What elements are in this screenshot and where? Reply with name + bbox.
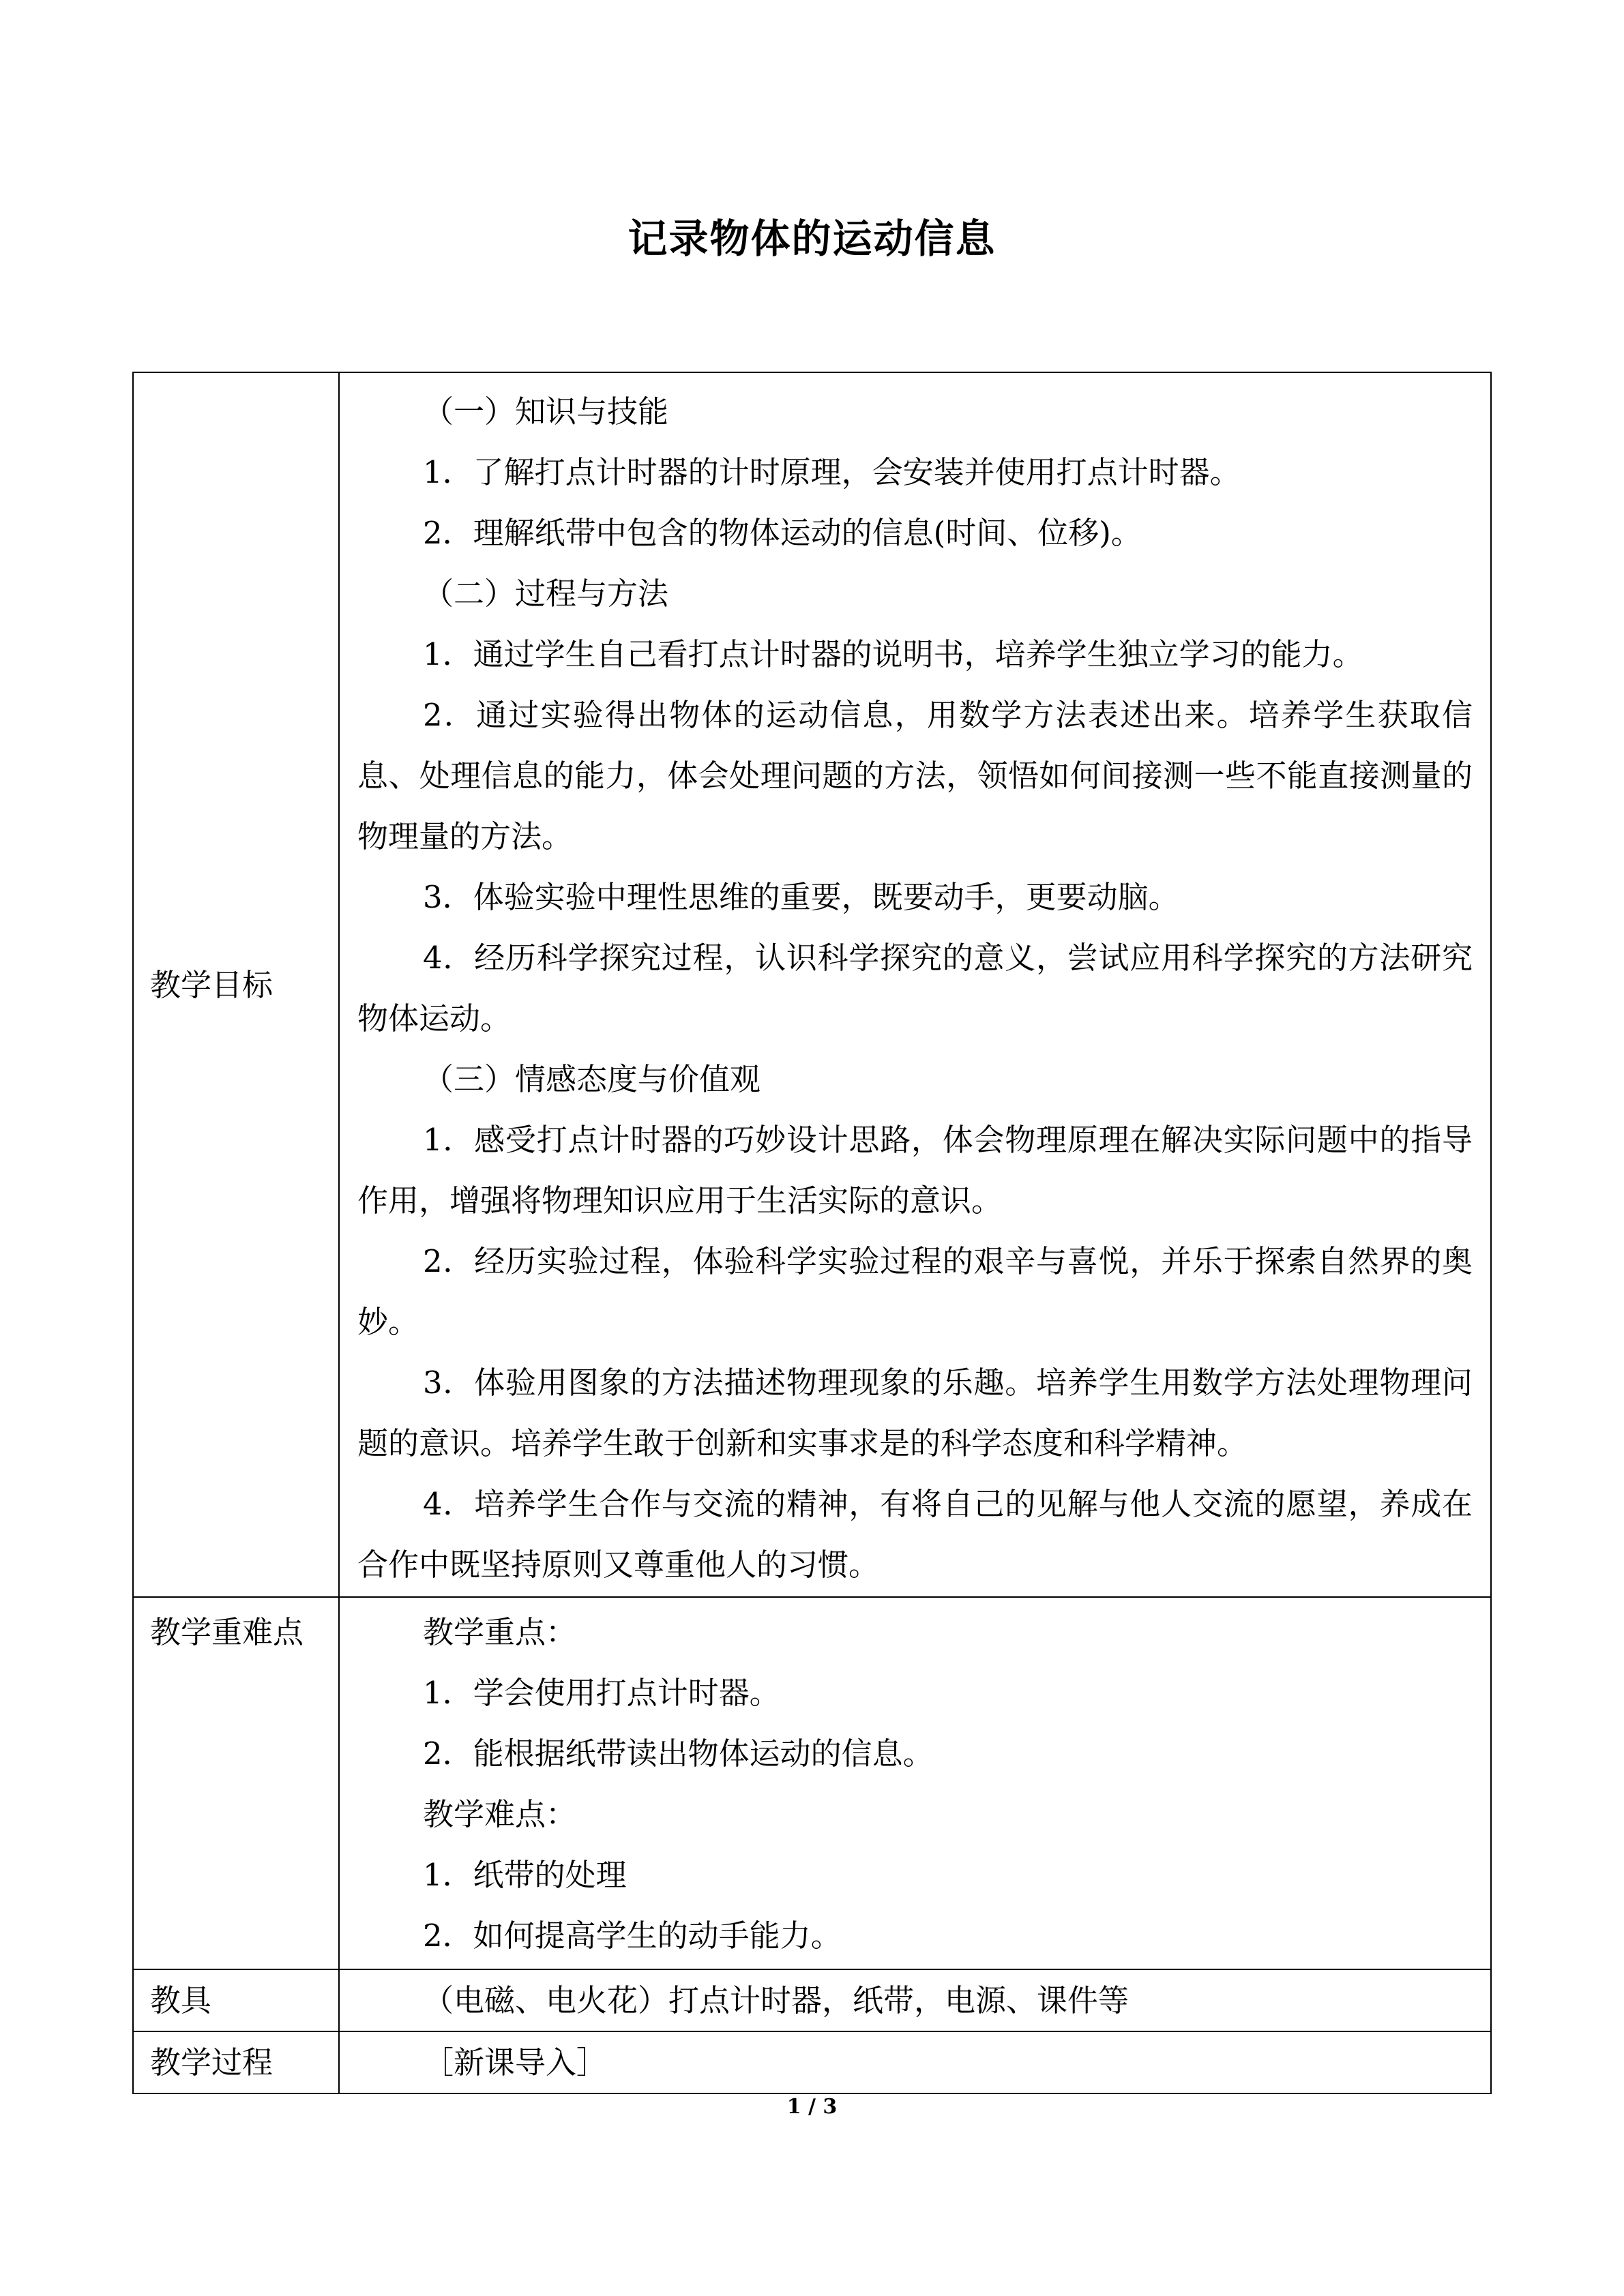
paragraph: 4．培养学生合作与交流的精神，有将自己的见解与他人交流的愿望，养成在合作中既坚持原则又尊重他人的习惯。 bbox=[357, 1486, 1473, 1583]
row-content-objectives bbox=[339, 372, 1491, 1597]
paragraph: （电磁、电火花）打点计时器，纸带，电源、课件等 bbox=[423, 1982, 1130, 2018]
paragraph: 3．体验用图象的方法描述物理现象的乐趣。培养学生用数学方法处理物理问题的意识。培养学生敢于创新和实事求是的科学态度和科学精神。 bbox=[357, 1365, 1473, 1461]
paragraph: ［新课导入］ bbox=[423, 2044, 608, 2081]
paragraph: （二）过程与方法 bbox=[423, 576, 669, 612]
paragraph: 教学重点： bbox=[423, 1614, 577, 1650]
table-row bbox=[133, 372, 1491, 1597]
row-content-teaching-aids bbox=[339, 1969, 1491, 2031]
paragraph: 1．纸带的处理 bbox=[423, 1857, 627, 1893]
paragraph: 2．能根据纸带读出物体运动的信息。 bbox=[423, 1735, 934, 1772]
paragraph: 1．学会使用打点计时器。 bbox=[423, 1675, 780, 1711]
row-label-teaching-process: 教学过程 bbox=[133, 2031, 339, 2093]
paragraph: 4．经历科学探究过程，认识科学探究的意义，尝试应用科学探究的方法研究物体运动。 bbox=[357, 940, 1473, 1037]
table-row bbox=[133, 2031, 1491, 2093]
paragraph: 1．了解打点计时器的计时原理，会安装并使用打点计时器。 bbox=[423, 454, 1241, 490]
paragraph: 3．体验实验中理性思维的重要，既要动手，更要动脑。 bbox=[423, 879, 1179, 915]
paragraph: （三）情感态度与价值观 bbox=[423, 1061, 761, 1097]
table-row bbox=[133, 1597, 1491, 1969]
table-row bbox=[133, 1969, 1491, 2031]
paragraph: 2．理解纸带中包含的物体运动的信息(时间、位移)。 bbox=[423, 515, 1142, 551]
row-label-key-points: 教学重难点 bbox=[133, 1597, 339, 1969]
document-title: 记录物体的运动信息 bbox=[628, 215, 996, 262]
row-label-objectives: 教学目标 bbox=[133, 372, 339, 1597]
paragraph: 教学难点： bbox=[423, 1796, 577, 1832]
paragraph: （一）知识与技能 bbox=[423, 393, 669, 430]
row-label-teaching-aids: 教具 bbox=[133, 1969, 339, 2031]
lesson-plan-table bbox=[132, 372, 1492, 2094]
row-content-teaching-process bbox=[339, 2031, 1491, 2093]
paragraph: 1．通过学生自己看打点计时器的说明书，培养学生独立学习的能力。 bbox=[423, 636, 1363, 672]
paragraph: 2．如何提高学生的动手能力。 bbox=[423, 1918, 842, 1954]
row-content-key-points bbox=[339, 1597, 1491, 1969]
page-number: 1 / 3 bbox=[786, 2095, 838, 2119]
paragraph: 2．经历实验过程，体验科学实验过程的艰辛与喜悦，并乐于探索自然界的奥妙。 bbox=[357, 1243, 1473, 1340]
paragraph: 2．通过实验得出物体的运动信息，用数学方法表述出来。培养学生获取信息、处理信息的能力，体会处理问题的方法，领悟如何间接测一些不能直接测量的物理量的方法。 bbox=[357, 697, 1473, 854]
paragraph: 1．感受打点计时器的巧妙设计思路，体会物理原理在解决实际问题中的指导作用，增强将物理知识应用于生活实际的意识。 bbox=[357, 1122, 1473, 1219]
